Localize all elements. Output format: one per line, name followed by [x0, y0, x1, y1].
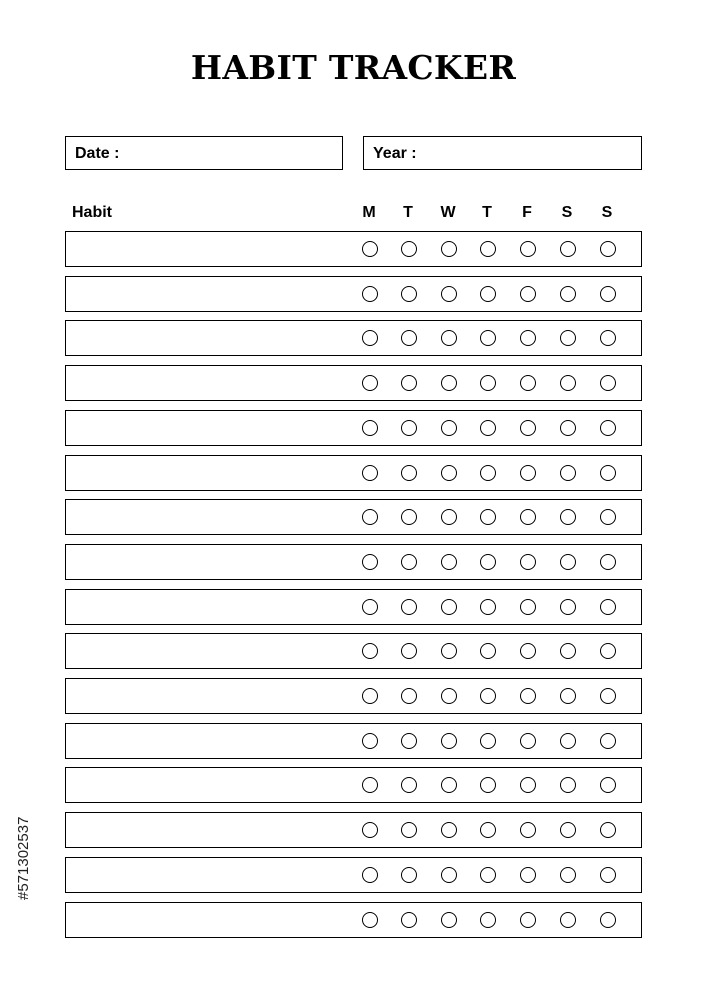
day-checkbox[interactable]: [560, 867, 576, 883]
day-checkbox[interactable]: [441, 420, 457, 436]
date-field[interactable]: [65, 136, 343, 170]
day-checkbox[interactable]: [441, 241, 457, 257]
habit-row[interactable]: [65, 544, 642, 580]
day-checkbox[interactable]: [362, 241, 378, 257]
day-checkbox[interactable]: [520, 241, 536, 257]
habit-row[interactable]: [65, 365, 642, 401]
day-checkbox[interactable]: [441, 286, 457, 302]
day-checkbox[interactable]: [480, 330, 496, 346]
day-checkbox[interactable]: [362, 375, 378, 391]
habit-row[interactable]: [65, 902, 642, 938]
day-checkbox[interactable]: [480, 375, 496, 391]
stock-id-text: #571302537: [15, 816, 32, 900]
day-checkbox[interactable]: [560, 822, 576, 838]
day-checkbox[interactable]: [401, 777, 417, 793]
day-checkbox[interactable]: [362, 822, 378, 838]
day-checkbox[interactable]: [441, 554, 457, 570]
habit-row[interactable]: [65, 723, 642, 759]
day-checkbox[interactable]: [441, 777, 457, 793]
day-checkbox[interactable]: [441, 643, 457, 659]
habit-row[interactable]: [65, 857, 642, 893]
day-checkbox[interactable]: [520, 554, 536, 570]
day-checkbox[interactable]: [362, 420, 378, 436]
day-checkbox[interactable]: [560, 554, 576, 570]
day-checkbox[interactable]: [441, 509, 457, 525]
day-checkbox[interactable]: [600, 241, 616, 257]
day-checkbox[interactable]: [600, 330, 616, 346]
day-header: T: [482, 204, 492, 221]
day-checkbox[interactable]: [600, 599, 616, 615]
day-checkbox[interactable]: [480, 822, 496, 838]
day-checkbox[interactable]: [401, 867, 417, 883]
day-checkbox[interactable]: [401, 599, 417, 615]
day-checkbox[interactable]: [362, 465, 378, 481]
day-checkbox[interactable]: [520, 912, 536, 928]
day-checkbox[interactable]: [600, 465, 616, 481]
day-checkbox[interactable]: [600, 286, 616, 302]
habit-row[interactable]: [65, 633, 642, 669]
day-checkbox[interactable]: [560, 330, 576, 346]
day-checkbox[interactable]: [362, 509, 378, 525]
day-checkbox[interactable]: [362, 599, 378, 615]
habit-row[interactable]: [65, 276, 642, 312]
day-checkbox[interactable]: [520, 420, 536, 436]
day-checkbox[interactable]: [520, 509, 536, 525]
day-checkbox[interactable]: [520, 465, 536, 481]
day-checkbox[interactable]: [401, 465, 417, 481]
day-checkbox[interactable]: [520, 599, 536, 615]
day-checkbox[interactable]: [600, 375, 616, 391]
day-header: F: [522, 204, 532, 221]
day-checkbox[interactable]: [480, 733, 496, 749]
day-checkbox[interactable]: [401, 822, 417, 838]
day-checkbox[interactable]: [362, 643, 378, 659]
day-checkbox[interactable]: [560, 599, 576, 615]
day-checkbox[interactable]: [600, 509, 616, 525]
day-checkbox[interactable]: [401, 286, 417, 302]
page-title: HABIT TRACKER: [190, 48, 517, 87]
day-header: M: [362, 204, 376, 221]
day-checkbox[interactable]: [401, 643, 417, 659]
day-checkbox[interactable]: [362, 912, 378, 928]
day-checkbox[interactable]: [560, 688, 576, 704]
day-checkbox[interactable]: [441, 733, 457, 749]
day-header: S: [601, 204, 613, 221]
day-checkbox[interactable]: [480, 286, 496, 302]
habit-row[interactable]: [65, 320, 642, 356]
day-checkbox[interactable]: [401, 375, 417, 391]
day-checkbox[interactable]: [480, 688, 496, 704]
habit-row[interactable]: [65, 589, 642, 625]
day-checkbox[interactable]: [520, 643, 536, 659]
day-checkbox[interactable]: [560, 286, 576, 302]
day-checkbox[interactable]: [480, 465, 496, 481]
day-checkbox[interactable]: [401, 420, 417, 436]
day-checkbox[interactable]: [480, 777, 496, 793]
day-checkbox[interactable]: [600, 777, 616, 793]
day-checkbox[interactable]: [520, 777, 536, 793]
day-checkbox[interactable]: [560, 643, 576, 659]
day-checkbox[interactable]: [441, 330, 457, 346]
habit-row[interactable]: [65, 455, 642, 491]
day-checkbox[interactable]: [480, 420, 496, 436]
day-checkbox[interactable]: [362, 733, 378, 749]
day-checkbox[interactable]: [401, 509, 417, 525]
day-checkbox[interactable]: [520, 286, 536, 302]
day-checkbox[interactable]: [441, 688, 457, 704]
day-checkbox[interactable]: [480, 599, 496, 615]
day-checkbox[interactable]: [520, 375, 536, 391]
habit-row[interactable]: [65, 410, 642, 446]
day-checkbox[interactable]: [401, 688, 417, 704]
day-checkbox[interactable]: [560, 777, 576, 793]
day-checkbox[interactable]: [441, 599, 457, 615]
day-checkbox[interactable]: [480, 912, 496, 928]
day-checkbox[interactable]: [560, 465, 576, 481]
day-checkbox[interactable]: [362, 777, 378, 793]
year-field[interactable]: [363, 136, 642, 170]
habit-row[interactable]: [65, 231, 642, 267]
habit-row[interactable]: [65, 767, 642, 803]
day-checkbox[interactable]: [600, 912, 616, 928]
day-checkbox[interactable]: [600, 688, 616, 704]
habit-row[interactable]: [65, 499, 642, 535]
day-checkbox[interactable]: [560, 733, 576, 749]
day-checkbox[interactable]: [600, 554, 616, 570]
day-checkbox[interactable]: [560, 420, 576, 436]
habit-column-header: Habit: [72, 204, 112, 221]
day-checkbox[interactable]: [441, 912, 457, 928]
day-checkbox[interactable]: [600, 867, 616, 883]
day-checkbox[interactable]: [362, 554, 378, 570]
stock-id-watermark: [12, 770, 34, 900]
day-header: T: [403, 204, 413, 221]
day-checkbox[interactable]: [401, 554, 417, 570]
day-checkbox[interactable]: [362, 330, 378, 346]
day-checkbox[interactable]: [560, 912, 576, 928]
day-header: S: [561, 204, 573, 221]
day-header: W: [440, 204, 456, 221]
day-checkbox[interactable]: [600, 643, 616, 659]
day-checkbox[interactable]: [401, 733, 417, 749]
day-checkbox[interactable]: [480, 643, 496, 659]
day-checkbox[interactable]: [441, 375, 457, 391]
day-checkbox[interactable]: [441, 822, 457, 838]
day-checkbox[interactable]: [520, 867, 536, 883]
day-checkbox[interactable]: [362, 286, 378, 302]
day-checkbox[interactable]: [401, 912, 417, 928]
habit-row[interactable]: [65, 812, 642, 848]
day-checkbox[interactable]: [480, 554, 496, 570]
day-checkbox[interactable]: [401, 330, 417, 346]
day-checkbox[interactable]: [520, 733, 536, 749]
day-checkbox[interactable]: [480, 867, 496, 883]
day-checkbox[interactable]: [401, 241, 417, 257]
day-checkbox[interactable]: [600, 822, 616, 838]
day-checkbox[interactable]: [520, 688, 536, 704]
day-checkbox[interactable]: [560, 375, 576, 391]
day-checkbox[interactable]: [480, 509, 496, 525]
year-label: Year :: [373, 145, 417, 162]
day-checkbox[interactable]: [362, 867, 378, 883]
habit-row[interactable]: [65, 678, 642, 714]
day-checkbox[interactable]: [560, 241, 576, 257]
day-checkbox[interactable]: [560, 509, 576, 525]
day-checkbox[interactable]: [520, 330, 536, 346]
day-checkbox[interactable]: [520, 822, 536, 838]
date-label: Date :: [75, 145, 120, 162]
day-checkbox[interactable]: [480, 241, 496, 257]
day-checkbox[interactable]: [362, 688, 378, 704]
day-checkbox[interactable]: [600, 733, 616, 749]
day-checkbox[interactable]: [441, 867, 457, 883]
day-checkbox[interactable]: [600, 420, 616, 436]
day-checkbox[interactable]: [441, 465, 457, 481]
